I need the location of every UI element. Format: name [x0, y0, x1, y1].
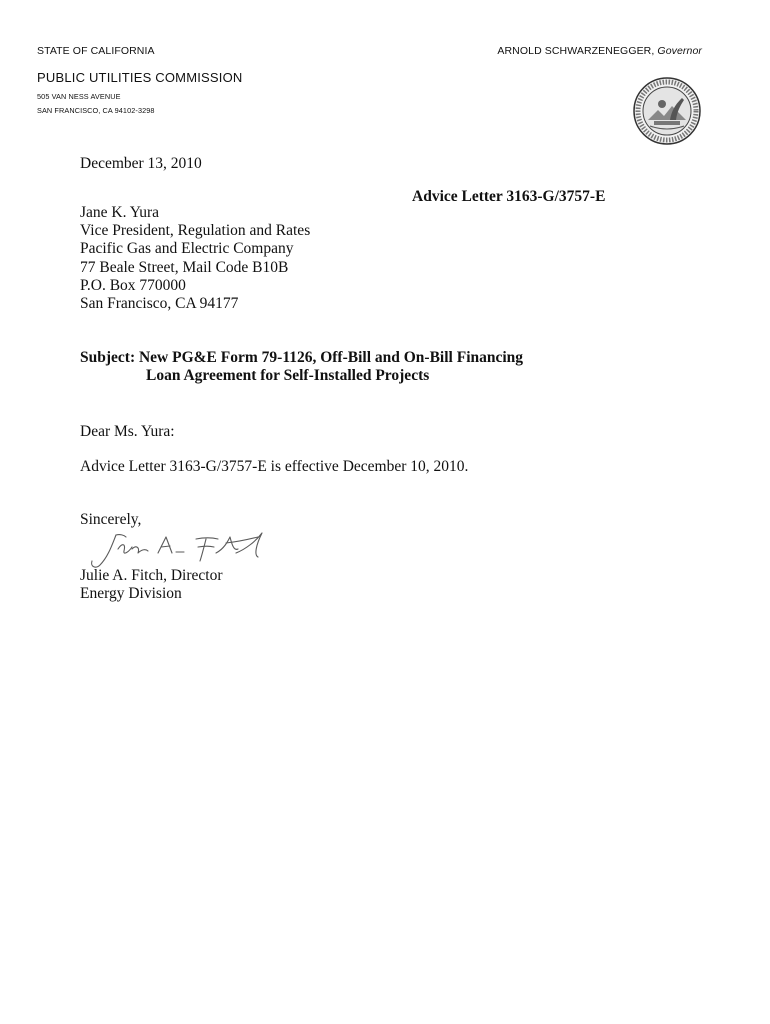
subject-block [80, 349, 523, 385]
governor-label [497, 45, 702, 57]
state-label: STATE OF CALIFORNIA [37, 45, 155, 57]
recipient-line: Jane K. Yura [80, 204, 160, 221]
recipient-line: P.O. Box 770000 [80, 276, 186, 294]
agency-name: PUBLIC UTILITIES COMMISSION [37, 70, 243, 85]
salutation: Dear Ms. Yura: [80, 423, 175, 440]
state-seal-icon [632, 76, 702, 146]
agency-address-line1: 505 VAN NESS AVENUE [37, 92, 121, 101]
recipient-address [80, 204, 310, 313]
governor-title: Governor [657, 45, 702, 57]
agency-address-line2: SAN FRANCISCO, CA 94102-3298 [37, 106, 155, 115]
subject-line1: Subject: New PG&E Form 79-1126, Off-Bill and On-Bill Financing [80, 349, 524, 366]
subject-line2: Loan Agreement for Self-Installed Projects [146, 367, 430, 385]
recipient-line: Vice President, Regulation and Rates [80, 222, 311, 240]
signer-name: Julie A. Fitch, Director [80, 567, 223, 584]
advice-letter-number: Advice Letter 3163-G/3757-E [412, 188, 606, 205]
letter-date: December 13, 2010 [80, 155, 202, 172]
governor-name: ARNOLD SCHWARZENEGGER, [497, 45, 655, 57]
closing: Sincerely, [80, 511, 142, 528]
signer-division: Energy Division [80, 585, 182, 603]
body-paragraph: Advice Letter 3163-G/3757-E is effective December 10, 2010. [80, 458, 469, 475]
recipient-line: Pacific Gas and Electric Company [80, 240, 294, 258]
signer-block [80, 567, 223, 603]
recipient-line: San Francisco, CA 94177 [80, 295, 239, 313]
recipient-line: 77 Beale Street, Mail Code B10B [80, 258, 289, 276]
